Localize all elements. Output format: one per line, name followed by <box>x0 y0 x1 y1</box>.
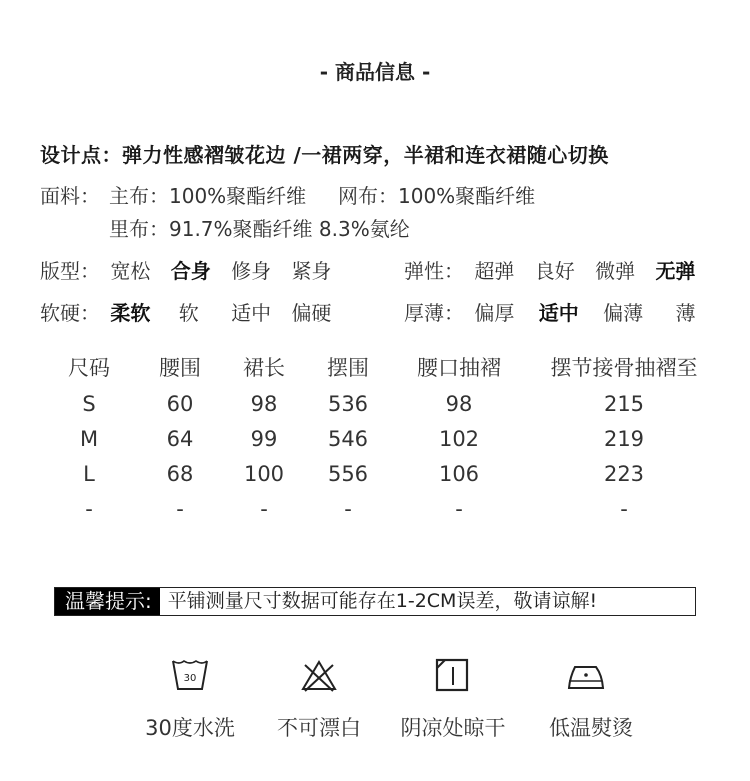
fit-row <box>40 255 345 284</box>
shade-dry-icon <box>432 655 472 695</box>
table-cell: - <box>260 496 268 521</box>
table-cell: 556 <box>327 461 369 486</box>
wash-30-icon <box>170 655 210 695</box>
elasticity-option-selected: 无弹 <box>655 259 696 283</box>
design-point: 设计点：弹力性感褶皱花边 /一裙两穿，半裙和连衣裙随心切换 <box>40 143 609 167</box>
table-cell: - <box>455 496 463 521</box>
table-cell: 99 <box>250 426 278 451</box>
care-label: 阴凉处晾干 <box>400 716 506 740</box>
table-cell: S <box>82 391 96 416</box>
table-cell: L <box>83 461 95 486</box>
fabric-label: 面料： <box>40 184 100 208</box>
table-cell: 100 <box>243 461 285 486</box>
elasticity-option: 超弹 <box>474 259 515 283</box>
table-cell: - <box>344 496 352 521</box>
softness-option: 偏硬 <box>291 301 332 325</box>
section-title: - 商品信息 - <box>319 60 431 84</box>
elasticity-label: 弹性： <box>404 259 464 283</box>
thickness-option: 偏薄 <box>603 301 644 325</box>
measurement-tip <box>54 587 696 616</box>
fit-option: 宽松 <box>110 259 151 283</box>
tip-label: 温馨提示: <box>55 588 160 615</box>
column-header: 摆节接骨抽褶至 <box>550 356 698 380</box>
softness-option: 软 <box>178 301 199 325</box>
elasticity-row <box>404 255 709 284</box>
softness-row <box>40 297 345 326</box>
table-cell: 98 <box>445 391 473 416</box>
table-cell: 68 <box>166 461 194 486</box>
care-label: 不可漂白 <box>277 716 361 740</box>
table-cell: - <box>620 496 628 521</box>
table-cell: 223 <box>603 461 645 486</box>
column-header: 腰围 <box>159 356 201 380</box>
table-cell: - <box>176 496 184 521</box>
thickness-label: 厚薄： <box>404 301 464 325</box>
table-row <box>40 421 720 456</box>
fit-option: 修身 <box>231 259 272 283</box>
table-cell: M <box>79 426 99 451</box>
table-cell: 98 <box>250 391 278 416</box>
column-header: 腰口抽褶 <box>417 356 501 380</box>
fit-option-selected: 合身 <box>170 259 211 283</box>
softness-option-selected: 柔软 <box>110 301 151 325</box>
table-cell: 215 <box>603 391 645 416</box>
table-cell: 219 <box>603 426 645 451</box>
thickness-row <box>404 297 709 326</box>
thickness-option: 偏厚 <box>474 301 515 325</box>
table-cell: 106 <box>438 461 480 486</box>
care-label: 低温熨烫 <box>549 716 633 740</box>
softness-label: 软硬： <box>40 301 100 325</box>
column-header: 摆围 <box>327 356 369 380</box>
no-bleach-icon <box>299 655 339 695</box>
table-row <box>40 386 720 421</box>
fabric-lining: 里布：91.7%聚酯纤维 8.3%氨纶 <box>109 217 410 241</box>
thickness-option-selected: 适中 <box>538 301 579 325</box>
table-cell: 536 <box>327 391 369 416</box>
table-cell: - <box>85 496 93 521</box>
fabric-main: 主布：100%聚酯纤维 <box>109 184 307 208</box>
table-cell: 64 <box>166 426 194 451</box>
column-header: 尺码 <box>68 356 110 380</box>
elasticity-option: 良好 <box>534 259 575 283</box>
table-cell: 546 <box>327 426 369 451</box>
fit-label: 版型： <box>40 259 100 283</box>
softness-option: 适中 <box>231 301 272 325</box>
thickness-option: 薄 <box>675 301 696 325</box>
size-table-header <box>40 348 720 386</box>
size-table <box>40 348 720 526</box>
table-row <box>40 456 720 491</box>
fabric-mesh: 网布：100%聚酯纤维 <box>338 184 536 208</box>
wash-temp-text: 30 <box>183 673 197 684</box>
column-header: 裙长 <box>243 356 285 380</box>
table-cell: 60 <box>166 391 194 416</box>
table-cell: 102 <box>438 426 480 451</box>
fit-option: 紧身 <box>291 259 332 283</box>
care-label: 30度水洗 <box>145 716 235 740</box>
table-row <box>40 491 720 526</box>
elasticity-option: 微弹 <box>595 259 636 283</box>
tip-text: 平铺测量尺寸数据可能存在1-2CM误差，敬请谅解! <box>167 590 598 612</box>
low-iron-icon <box>566 655 606 695</box>
